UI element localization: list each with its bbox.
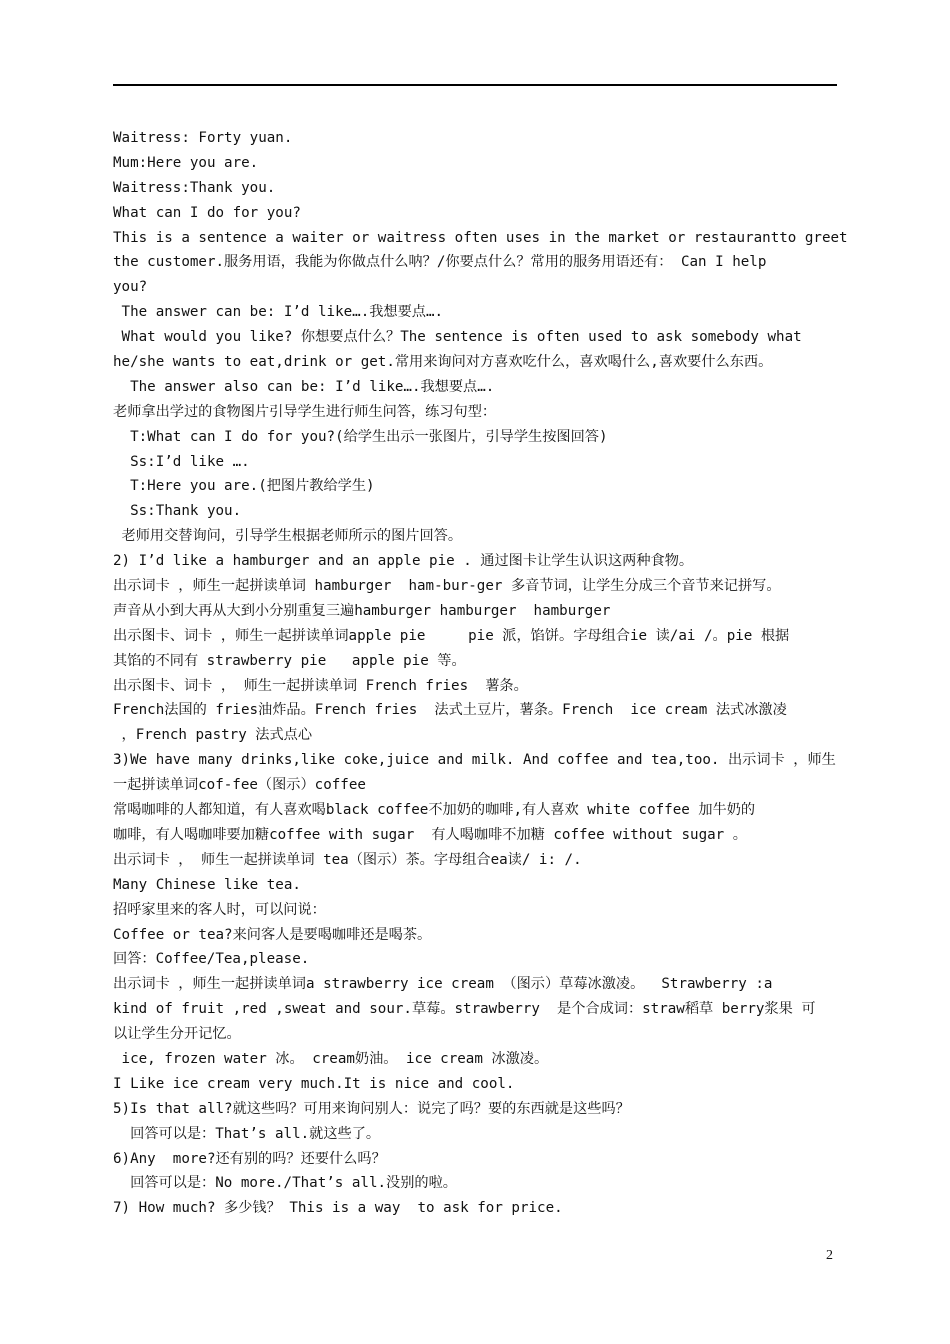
text-line: 5)Is that all?就这些吗？可用来询问别人：说完了吗？要的东西就是这些吗？ — [113, 1100, 630, 1117]
text-line: 老师拿出学过的食物图片引导学生进行师生问答，练习句型： — [113, 403, 497, 420]
text-line: 其馅的不同有 strawberry pie apple pie 等。 — [113, 652, 466, 669]
text-line: 回答：Coffee/Tea,please. — [113, 951, 310, 968]
text-line: 声音从小到大再从大到小分别重复三遍hamburger hamburger hamburger — [113, 602, 611, 619]
text-line: Waitress: Forty yuan. — [113, 130, 293, 146]
text-line: 回答可以是：That’s all.就这些了。 — [113, 1125, 381, 1142]
text-line: 老师用交替询问，引导学生根据老师所示的图片回答。 — [113, 528, 463, 545]
text-line: 回答可以是：No more./That’s all.没别的啦。 — [113, 1175, 457, 1192]
text-line: T:Here you are.(把图片教给学生) — [113, 478, 375, 495]
text-line: 咖啡，有人喝咖啡要加糖coffee with sugar 有人喝咖啡不加糖 coffee without sugar 。 — [113, 826, 747, 843]
text-line: Many Chinese like tea. — [113, 876, 301, 893]
text-line: 2) I’d like a hamburger and an apple pie . 通过图卡让学生认识这两种食物。 — [113, 553, 694, 570]
text-line: Waitress:Thank you. — [113, 179, 276, 196]
text-line: What would you like? 你想要点什么？The sentence is often used to ask somebody what — [113, 329, 802, 346]
text-line: 出示图卡、词卡 ， 师生一起拼读单词 French fries 薯条。 — [113, 677, 528, 694]
text-line: 6)Any more?还有别的吗？还要什么吗？ — [113, 1150, 386, 1167]
text-line: the customer.服务用语，我能为你做点什么呐？/你要点什么？常用的服务用语还有： Can I help — [113, 254, 767, 271]
text-line: 3)We have many drinks,like coke,juice and milk. And coffee and tea,too. 出示词卡 ，师生 — [113, 752, 836, 769]
text-line: Coffee or tea?来问客人是要喝咖啡还是喝茶。 — [113, 926, 432, 943]
text-line: T:What can I do for you?(给学生出示一张图片，引导学生按图回答) — [113, 428, 608, 445]
text-line: 7) How much? 多少钱？ This is a way to ask for price. — [113, 1200, 563, 1217]
text-line: Mum:Here you are. — [113, 154, 259, 171]
text-line: 一起拼读单词cof-fee（图示）coffee — [113, 777, 366, 794]
text-line: 招呼家里来的客人时，可以问说： — [113, 901, 326, 918]
text-line: The answer also can be: I’d like….我想要点…. — [113, 378, 495, 395]
text-line: he/she wants to eat,drink or get.常用来询问对方喜欢吃什么，喜欢喝什么,喜欢要什么东西。 — [113, 354, 773, 371]
text-line: What can I do for you? — [113, 204, 301, 221]
text-line: This is a sentence a waiter or waitress often uses in the market or restaurantto greet — [113, 229, 848, 246]
page-number: 2 — [826, 1248, 833, 1263]
text-line: 以让学生分开记忆。 — [113, 1026, 241, 1043]
document-body — [113, 126, 853, 1221]
text-line: I Like ice cream very much.It is nice and cool. — [113, 1075, 515, 1092]
text-line: 常喝咖啡的人都知道，有人喜欢喝black coffee不加奶的咖啡,有人喜欢 white coffee 加牛奶的 — [113, 802, 756, 819]
text-line: 出示词卡 ，师生一起拼读单词a strawberry ice cream （图示）草莓冰激凌。 Strawberry :a — [113, 976, 773, 993]
text-line: Ss:Thank you. — [113, 503, 242, 520]
header-rule — [113, 84, 837, 86]
text-line: The answer can be: I’d like….我想要点…. — [113, 304, 444, 321]
text-line: ice, frozen water 冰。 cream奶油。 ice cream 冰激凌。 — [113, 1050, 549, 1067]
text-line: 出示词卡 ，师生一起拼读单词 hamburger ham-bur-ger 多音节词，让学生分成三个音节来记拼写。 — [113, 578, 781, 595]
text-line: French法国的 fries油炸品。French fries 法式土豆片，薯条。French ice cream 法式冰激凌 — [113, 702, 787, 719]
text-line: kind of fruit ,red ,sweat and sour.草莓。strawberry 是个合成词：straw稻草 berry浆果 可 — [113, 1001, 816, 1018]
text-line: you? — [113, 279, 148, 296]
text-line: 出示词卡 ， 师生一起拼读单词 tea（图示）茶。字母组合ea读/ i: /. — [113, 851, 582, 868]
text-line: Ss:I’d like …. — [113, 453, 250, 470]
text-line: 出示图卡、词卡 ，师生一起拼读单词apple pie pie 派，馅饼。字母组合ie 读/ai /。pie 根据 — [113, 627, 790, 644]
text-line: ，French pastry 法式点心 — [113, 727, 313, 744]
